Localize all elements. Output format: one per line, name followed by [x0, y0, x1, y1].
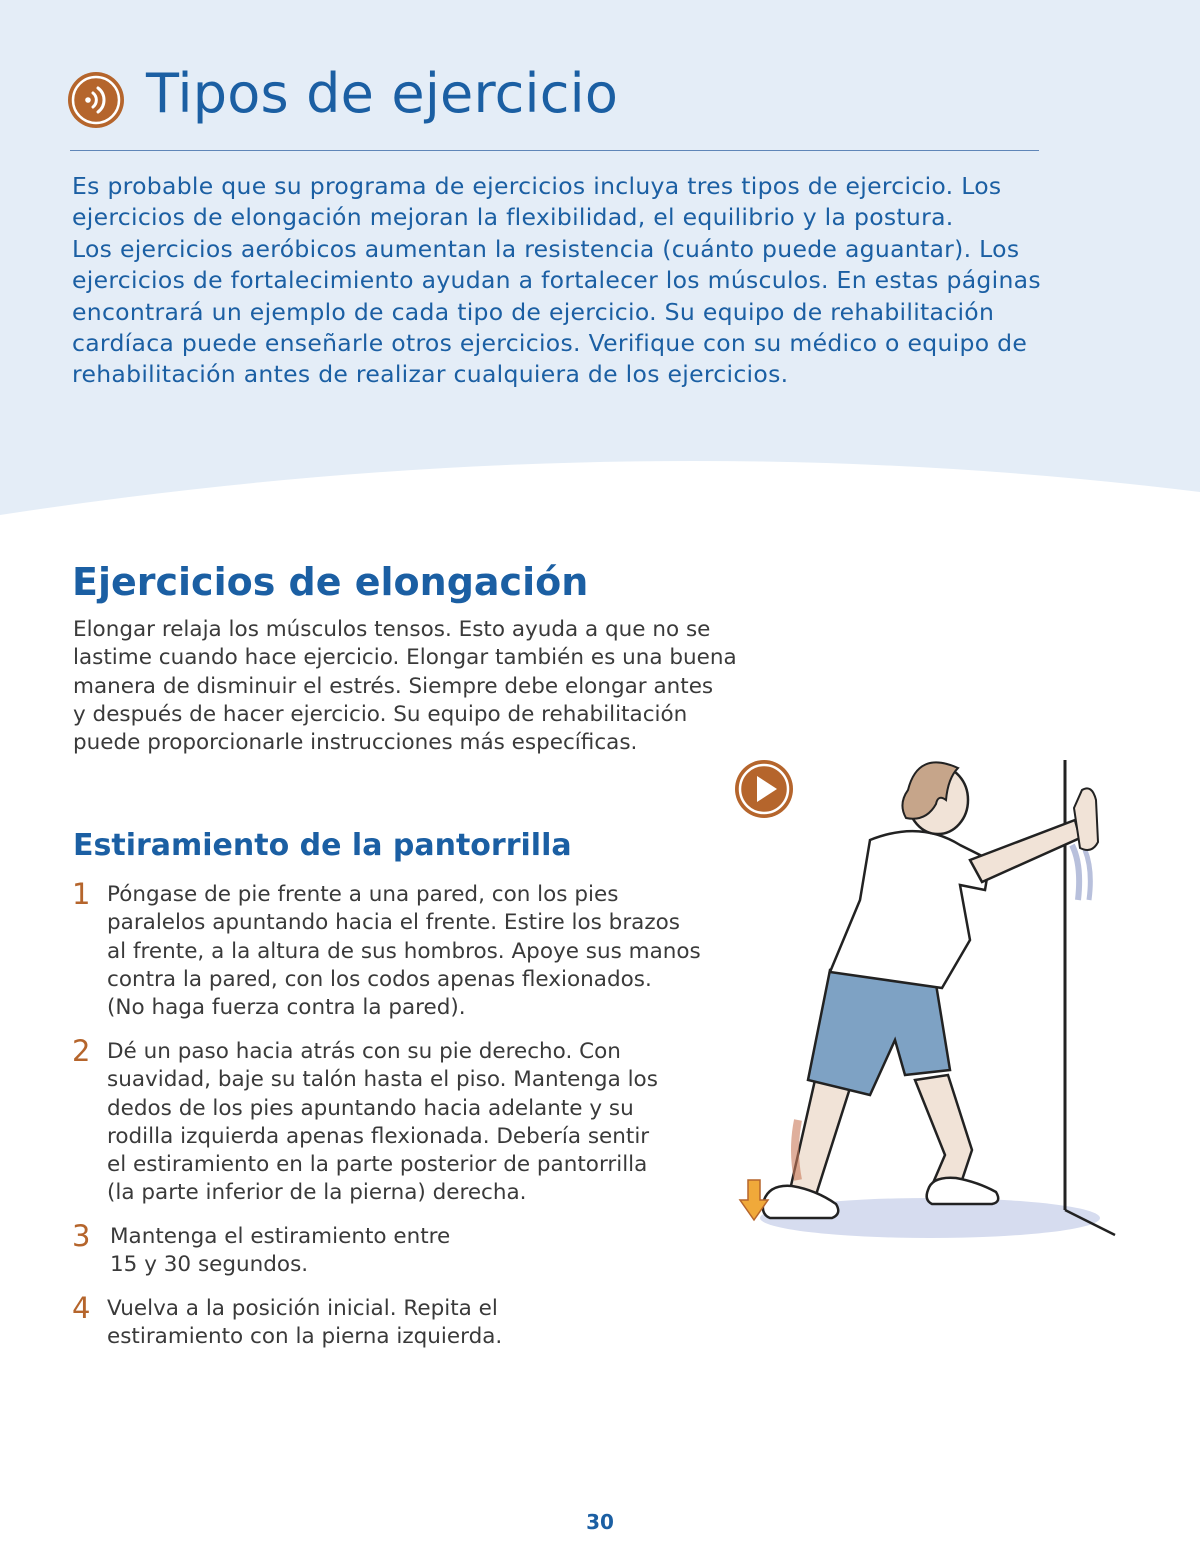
intro-line: cardíaca puede enseñarle otros ejercicios. Verifique con su médico o equipo de	[72, 329, 1028, 358]
step-line: dedos de los pies apuntando hacia adelante y su	[107, 1095, 634, 1121]
page-number: 30	[586, 1510, 614, 1534]
section-line: manera de disminuir el estrés. Siempre debe elongar antes	[73, 673, 714, 699]
intro-line: Los ejercicios aeróbicos aumentan la resistencia (cuánto puede aguantar). Los	[72, 234, 1020, 263]
step-line: Mantenga el estiramiento entre	[110, 1224, 451, 1249]
step-line: estiramiento con la pierna izquierda.	[107, 1324, 503, 1350]
step-number: 3	[72, 1219, 91, 1253]
intro-line: Es probable que su programa de ejercicios incluya tres tipos de ejercicio. Los	[72, 172, 1002, 200]
page-title: Tipos de ejercicio	[146, 62, 619, 125]
step-number: 4	[72, 1291, 91, 1325]
step-text	[107, 1038, 658, 1208]
step-number: 2	[72, 1034, 91, 1068]
step-line: Póngase de pie frente a una pared, con los pies	[107, 882, 619, 907]
step-line: suavidad, baje su talón hasta el piso. Mantenga los	[107, 1067, 658, 1093]
section-line: Elongar relaja los músculos tensos. Esto ayuda a que no se	[73, 617, 711, 642]
step-line: al frente, a la altura de sus hombros. Apoye sus manos	[107, 938, 701, 964]
exercise-title: Estiramiento de la pantorrilla	[73, 828, 572, 863]
section-title: Ejercicios de elongación	[72, 560, 589, 604]
step-text	[107, 1295, 502, 1352]
step-line: paralelos apuntando hacia el frente. Estire los brazos	[107, 910, 680, 936]
step-line: contra la pared, con los codos apenas flexionados.	[107, 966, 652, 992]
step-text	[110, 1223, 450, 1280]
calf-stretch-illustration	[720, 750, 1170, 1250]
step-line: Dé un paso hacia atrás con su pie derecho. Con	[107, 1039, 621, 1064]
intro-paragraph	[72, 171, 1041, 391]
step-line: rodilla izquierda apenas flexionada. Debería sentir	[107, 1123, 650, 1149]
section-line: y después de hacer ejercicio. Su equipo de rehabilitación	[73, 701, 688, 727]
intro-line: ejercicios de fortalecimiento ayudan a fortalecer los músculos. En estas páginas	[72, 266, 1041, 295]
step-line: el estiramiento en la parte posterior de pantorrilla	[107, 1152, 648, 1178]
step-line: Vuelva a la posición inicial. Repita el	[107, 1296, 498, 1321]
step-line: (la parte inferior de la pierna) derecha.	[107, 1180, 527, 1206]
intro-line: rehabilitación antes de realizar cualquiera de los ejercicios.	[72, 360, 789, 389]
intro-line: ejercicios de elongación mejoran la flexibilidad, el equilibrio y la postura.	[72, 203, 954, 232]
play-icon[interactable]	[734, 759, 794, 819]
section-line: lastime cuando hace ejercicio. Elongar también es una buena	[73, 645, 737, 671]
step-line: (No haga fuerza contra la pared).	[107, 995, 466, 1021]
section-body	[73, 616, 737, 757]
step-number: 1	[72, 877, 91, 911]
audio-icon[interactable]	[67, 71, 125, 129]
intro-line: encontrará un ejemplo de cada tipo de ejercicio. Su equipo de rehabilitación	[72, 297, 995, 326]
section-line: puede proporcionarle instrucciones más específicas.	[73, 730, 638, 756]
step-line: 15 y 30 segundos.	[110, 1252, 309, 1278]
step-text	[107, 881, 701, 1022]
title-divider	[70, 150, 1039, 151]
